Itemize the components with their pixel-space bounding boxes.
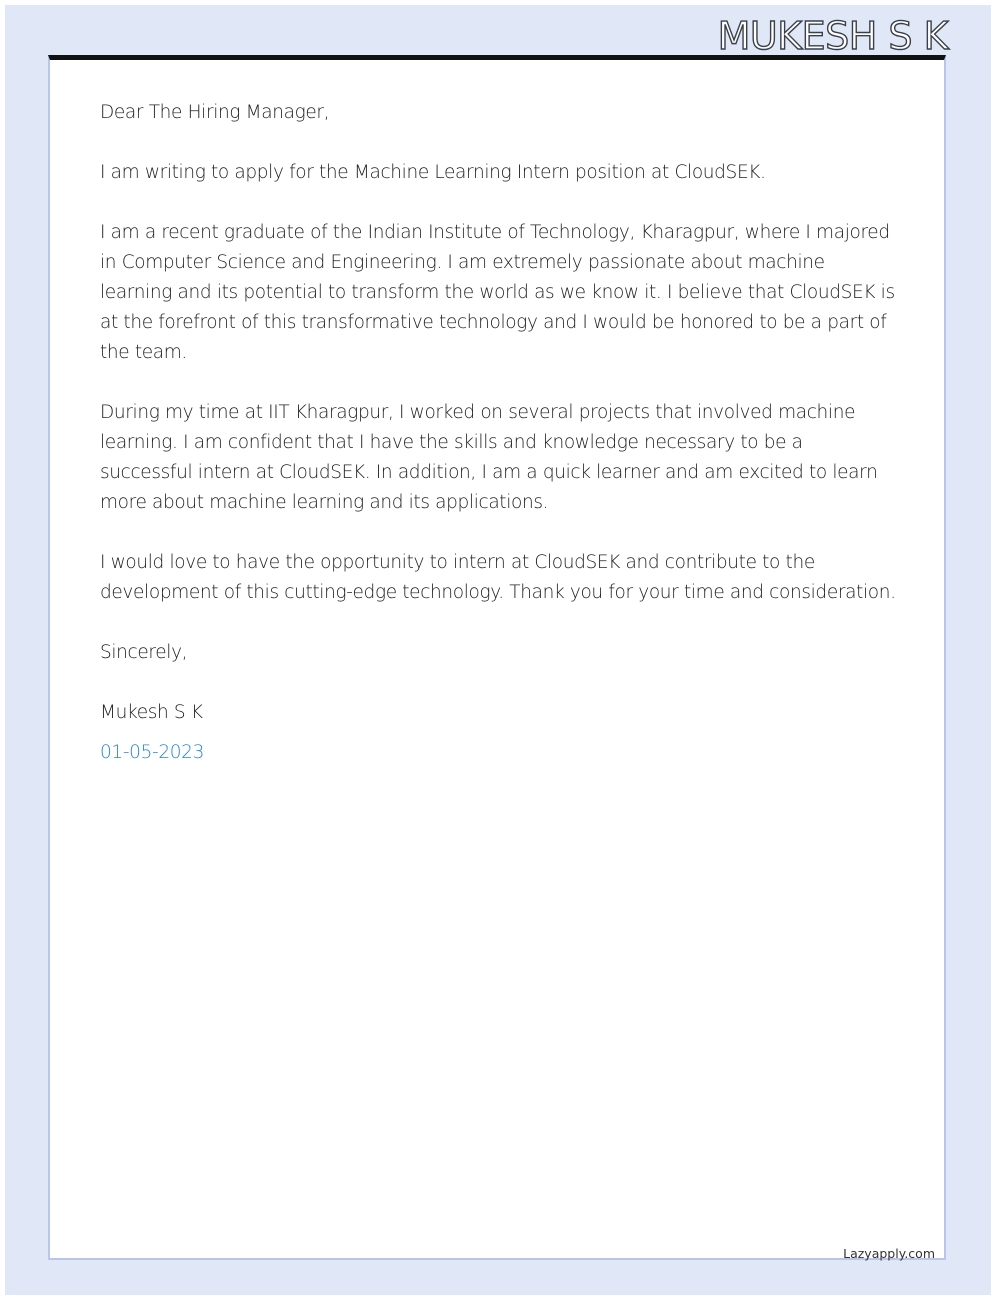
closing: Sincerely, [100, 642, 188, 663]
signature-name: Mukesh S K [100, 702, 203, 723]
applicant-name-header: MUKESH S K [717, 14, 948, 58]
cover-letter-body [100, 98, 900, 768]
salutation: Dear The Hiring Manager, [100, 102, 330, 123]
letter-date: 01-05-2023 [100, 742, 205, 763]
paragraph-closing-request: I would love to have the opportunity to intern at CloudSEK and contribute to the development of this cutting-edge technology. Thank you for your time and consideration. [100, 552, 896, 603]
footer-brand: Lazyapply.com [843, 1246, 935, 1261]
paragraph-experience: During my time at IIT Kharagpur, I worked on several projects that involved machine learning. I am confident that I have the skills and knowledge necessary to be a successful intern at CloudSEK. In addition, I am a quick learner and am excited to learn more about machine learning and its applications. [100, 402, 878, 513]
paragraph-intro: I am writing to apply for the Machine Learning Intern position at CloudSEK. [100, 162, 766, 183]
paragraph-background: I am a recent graduate of the Indian Institute of Technology, Kharagpur, where I majored in Computer Science and Engineering. I am extremely passionate about machine learning and its potential to transform the world as we know it. I believe that CloudSEK is at the forefront of this transformative technology and I would be honored to be a part of the team. [100, 222, 895, 363]
